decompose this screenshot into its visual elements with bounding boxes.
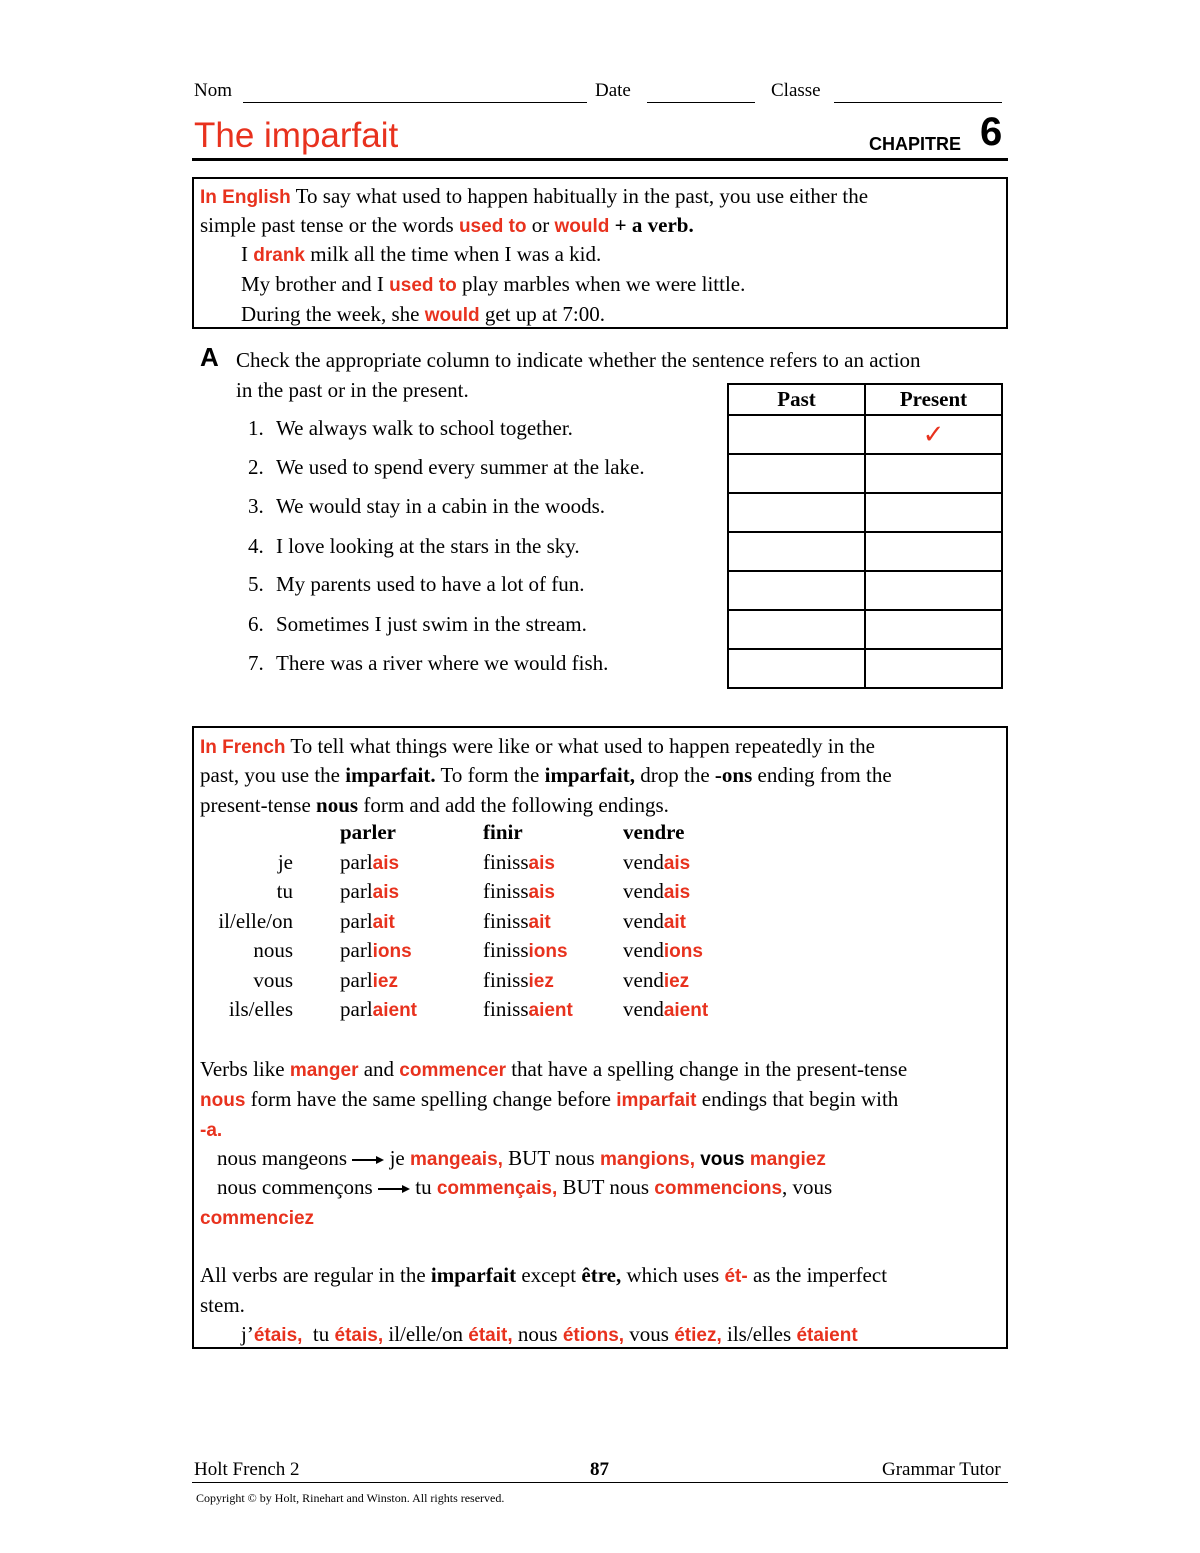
stem: parl: [340, 850, 373, 874]
check-mark-icon: ✓: [922, 419, 945, 449]
french-p3-line-1: [200, 1260, 887, 1292]
ex2-post: play marbles when we were little.: [461, 272, 746, 296]
ending: ions: [528, 941, 568, 962]
exercise-letter: A: [200, 342, 219, 372]
pronoun: tu: [276, 879, 293, 903]
stem: vend: [623, 850, 664, 874]
ex-b7: commenciez: [200, 1208, 315, 1229]
p2-a2: that have a spelling change in the present-tense: [511, 1057, 908, 1081]
ex-b5: commencions: [654, 1178, 783, 1199]
kw-imparfait-red: imparfait: [616, 1090, 697, 1111]
stem: vend: [623, 938, 664, 962]
etre-form: étais,: [334, 1325, 384, 1346]
ex-b6: , vous: [782, 1175, 833, 1199]
copyright: Copyright © by Holt, Rinehart and Winston. All rights reserved.: [196, 1491, 505, 1505]
french-p1-b4: ending from the: [757, 763, 892, 787]
conj-form: [623, 938, 703, 963]
arrow-right-icon: [378, 1184, 410, 1194]
past-cell[interactable]: [728, 454, 865, 493]
english-label: In English: [200, 187, 291, 208]
item-text: We used to spend every summer at the lake.: [276, 455, 645, 479]
classe-label: Classe: [771, 80, 821, 101]
answer-table: [727, 383, 1003, 689]
etre-form: étions,: [562, 1325, 625, 1346]
ending: aient: [528, 1000, 573, 1021]
conj-form: [483, 997, 573, 1022]
stem: vend: [623, 909, 664, 933]
ex3-keyword: would: [424, 305, 480, 326]
exercise-instruction-2: in the past or in the present.: [236, 378, 469, 402]
p2-a1: Verbs like: [200, 1057, 285, 1081]
spelling-example-1: [217, 1143, 826, 1175]
french-p3-line-2: stem.: [200, 1293, 245, 1317]
conj-form: [623, 997, 708, 1022]
ex-b3: commençais,: [436, 1178, 558, 1199]
exercise-item-5: [248, 572, 585, 597]
etre-conjugation: [241, 1319, 858, 1351]
answer-row: [728, 610, 1002, 649]
stem: vend: [623, 968, 664, 992]
footer-book-title: Holt French 2: [194, 1459, 300, 1480]
conj-form: [483, 879, 555, 904]
stem: finiss: [483, 968, 529, 992]
conj-form: [623, 909, 686, 934]
verb-parler: parler: [340, 820, 396, 844]
nom-blank: [243, 102, 587, 103]
page-number: 87: [590, 1459, 609, 1480]
present-cell[interactable]: [865, 532, 1002, 571]
p3-a2: except: [521, 1263, 577, 1287]
english-example-1: [241, 239, 601, 271]
kw-ons: -ons: [714, 763, 753, 787]
etre-pronoun: vous: [629, 1322, 669, 1346]
exercise-item-6: [248, 612, 587, 637]
ex1-post: milk all the time when I was a kid.: [310, 242, 602, 266]
stem: vend: [623, 879, 664, 903]
word-and: and: [363, 1057, 395, 1081]
french-line-1: [200, 731, 875, 763]
kw-nous-red: nous: [200, 1090, 246, 1111]
verb-vendre: vendre: [623, 820, 685, 844]
item-text: Sometimes I just swim in the stream.: [276, 612, 587, 636]
ending: ais: [372, 882, 400, 903]
pronoun: il/elle/on: [218, 909, 293, 933]
kw-manger: manger: [289, 1060, 359, 1081]
french-p1-b3: drop the: [640, 763, 710, 787]
classe-blank: [834, 102, 1002, 103]
ex-a2: je: [389, 1146, 405, 1170]
ending: ais: [663, 882, 691, 903]
kw-dash-a: -a.: [200, 1120, 223, 1141]
exercise-item-7: [248, 651, 608, 676]
ending: ais: [663, 853, 691, 874]
item-number: 5.: [248, 572, 264, 596]
english-intro-2: simple past tense or the words: [200, 213, 454, 237]
date-blank: [647, 102, 755, 103]
conj-form: [483, 850, 555, 875]
pronoun: ils/elles: [228, 997, 293, 1021]
past-cell[interactable]: [728, 532, 865, 571]
col-present-header: Present: [865, 384, 1002, 415]
footer-rule: [192, 1482, 1008, 1483]
present-cell[interactable]: [865, 454, 1002, 493]
french-p1-c2: form and add the following endings.: [363, 793, 669, 817]
exercise-item-3: [248, 494, 605, 519]
etre-form: étiez,: [674, 1325, 722, 1346]
item-number: 1.: [248, 416, 264, 440]
kw-imparfait-2: imparfait,: [544, 763, 636, 787]
ex-a7: mangiez: [749, 1149, 826, 1170]
stem: finiss: [483, 850, 529, 874]
english-example-3: [241, 299, 605, 331]
chapitre-number: 6: [980, 110, 1003, 154]
conj-form: [340, 909, 395, 934]
verb-finir: finir: [483, 820, 523, 844]
french-line-3: [200, 790, 669, 820]
exercise-item-4: [248, 534, 580, 559]
exercise-item-2: [248, 455, 645, 480]
item-number: 7.: [248, 651, 264, 675]
chapitre-label: CHAPITRE: [869, 134, 962, 154]
ending: ais: [372, 853, 400, 874]
past-cell[interactable]: [728, 493, 865, 532]
conj-form: [340, 968, 398, 993]
p2-b1: form have the same spelling change before: [250, 1087, 611, 1111]
arrow-right-icon: [352, 1155, 384, 1165]
p2-b2: endings that begin with: [701, 1087, 899, 1111]
spelling-example-2: [217, 1172, 832, 1204]
exercise-item-1: [248, 416, 573, 441]
conj-form: [483, 968, 554, 993]
etre-form: étaient: [796, 1325, 858, 1346]
item-number: 3.: [248, 494, 264, 518]
plus-verb: + a verb.: [614, 213, 694, 237]
ex-a4: BUT nous: [508, 1146, 595, 1170]
ex-a3: mangeais,: [409, 1149, 503, 1170]
item-number: 4.: [248, 534, 264, 558]
past-cell[interactable]: [728, 571, 865, 610]
item-text: There was a river where we would fish.: [276, 651, 609, 675]
ex2-pre: My brother and I: [241, 272, 384, 296]
past-cell[interactable]: [728, 610, 865, 649]
etre-form: était,: [468, 1325, 513, 1346]
present-cell[interactable]: [865, 571, 1002, 610]
word-or: or: [531, 213, 550, 237]
ending: iez: [663, 971, 690, 992]
item-text: We always walk to school together.: [276, 416, 573, 440]
item-text: My parents used to have a lot of fun.: [276, 572, 585, 596]
ending: aient: [372, 1000, 418, 1021]
ending: iez: [372, 971, 399, 992]
pronoun: vous: [253, 968, 293, 992]
kw-imparfait-3: imparfait: [430, 1263, 517, 1287]
stem: parl: [340, 968, 373, 992]
answer-row: [728, 454, 1002, 493]
ex2-keyword: used to: [389, 275, 457, 296]
kw-et: ét-: [724, 1266, 748, 1287]
answer-row: [728, 571, 1002, 610]
etre-form: étais,: [253, 1325, 303, 1346]
french-p1-a: To tell what things were like or what used to happen repeatedly in the: [290, 734, 875, 758]
english-line-2: [200, 210, 694, 242]
english-example-2: [241, 269, 745, 301]
french-p2-line-3: [200, 1114, 222, 1146]
ending: ais: [528, 882, 555, 903]
present-cell[interactable]: [865, 649, 1002, 688]
conj-form: [340, 850, 399, 875]
french-p1-c1: present-tense: [200, 793, 311, 817]
stem: parl: [340, 879, 373, 903]
title-rule: [192, 158, 1008, 161]
conj-form: [340, 879, 399, 904]
answer-row: [728, 649, 1002, 688]
ending: iez: [528, 971, 554, 992]
ex3-pre: During the week, she: [241, 302, 420, 326]
kw-commencer: commencer: [399, 1060, 506, 1081]
ex1-keyword: drank: [253, 245, 305, 266]
item-number: 6.: [248, 612, 264, 636]
conj-form: [483, 909, 551, 934]
spelling-example-2-cont: [200, 1202, 314, 1234]
past-cell[interactable]: [728, 415, 865, 454]
etre-pronoun: tu: [312, 1322, 330, 1346]
item-number: 2.: [248, 455, 264, 479]
conj-form: [623, 968, 689, 993]
ex-b4: BUT nous: [562, 1175, 650, 1199]
ex-b1: nous commençons: [217, 1175, 373, 1199]
footer-book-section: Grammar Tutor: [882, 1459, 1001, 1480]
english-intro-1: To say what used to happen habitually in the past, you use either the: [295, 184, 869, 208]
stem: finiss: [483, 997, 529, 1021]
conj-form: [340, 938, 412, 963]
stem: vend: [623, 997, 664, 1021]
present-cell[interactable]: [865, 610, 1002, 649]
conj-form: [623, 879, 690, 904]
etre-pronoun: il/elle/on: [388, 1322, 464, 1346]
french-line-2: [200, 760, 892, 790]
answer-row: [728, 415, 1002, 454]
french-p1-b2: To form the: [440, 763, 540, 787]
ending: ions: [663, 941, 703, 962]
ending: ait: [528, 912, 551, 933]
kw-used-to: used to: [458, 216, 527, 237]
conj-form: [623, 850, 690, 875]
col-past-header: Past: [728, 384, 865, 415]
page-title: The imparfait: [194, 116, 399, 155]
stem: finiss: [483, 938, 529, 962]
ex-a5: mangions,: [599, 1149, 695, 1170]
kw-would: would: [554, 216, 610, 237]
pronoun: nous: [253, 938, 293, 962]
ending: ait: [372, 912, 395, 933]
item-text: I love looking at the stars in the sky.: [276, 534, 580, 558]
conj-form: [340, 997, 417, 1022]
ex1-pre: I: [241, 242, 248, 266]
conj-form: [483, 938, 568, 963]
present-cell[interactable]: [865, 415, 1002, 454]
french-p2-line-1: [200, 1054, 907, 1086]
answer-row: [728, 532, 1002, 571]
etre-pronoun: ils/elles: [727, 1322, 792, 1346]
ending: ait: [663, 912, 687, 933]
french-label: In French: [200, 737, 286, 758]
stem: parl: [340, 909, 373, 933]
kw-nous: nous: [316, 793, 359, 817]
etre-pronoun: j’: [241, 1322, 254, 1346]
pronoun: je: [277, 850, 293, 874]
present-cell[interactable]: [865, 493, 1002, 532]
p3-a3: which uses: [626, 1263, 720, 1287]
date-label: Date: [595, 80, 631, 101]
kw-imparfait: imparfait.: [345, 763, 436, 787]
etre-pronoun: nous: [517, 1322, 558, 1346]
french-p2-line-2: [200, 1084, 898, 1116]
ending: ais: [528, 853, 555, 874]
nom-label: Nom: [194, 80, 232, 101]
exercise-instruction-1: Check the appropriate column to indicate whether the sentence refers to an action: [236, 348, 921, 372]
ex-a6: vous: [700, 1149, 745, 1170]
english-line-1: [200, 181, 868, 213]
stem: finiss: [483, 879, 529, 903]
french-p1-b1: past, you use the: [200, 763, 340, 787]
past-cell[interactable]: [728, 649, 865, 688]
p3-a1: All verbs are regular in the: [200, 1263, 426, 1287]
stem: finiss: [483, 909, 529, 933]
stem: parl: [340, 938, 373, 962]
ex-a1: nous mangeons: [217, 1146, 348, 1170]
stem: parl: [340, 997, 373, 1021]
ending: ions: [372, 941, 412, 962]
kw-etre: être,: [581, 1263, 622, 1287]
item-text: We would stay in a cabin in the woods.: [276, 494, 605, 518]
answer-row: [728, 493, 1002, 532]
p3-a4: as the imperfect: [752, 1263, 888, 1287]
ex-b2: tu: [415, 1175, 432, 1199]
ex3-post: get up at 7:00.: [484, 302, 605, 326]
ending: aient: [663, 1000, 709, 1021]
